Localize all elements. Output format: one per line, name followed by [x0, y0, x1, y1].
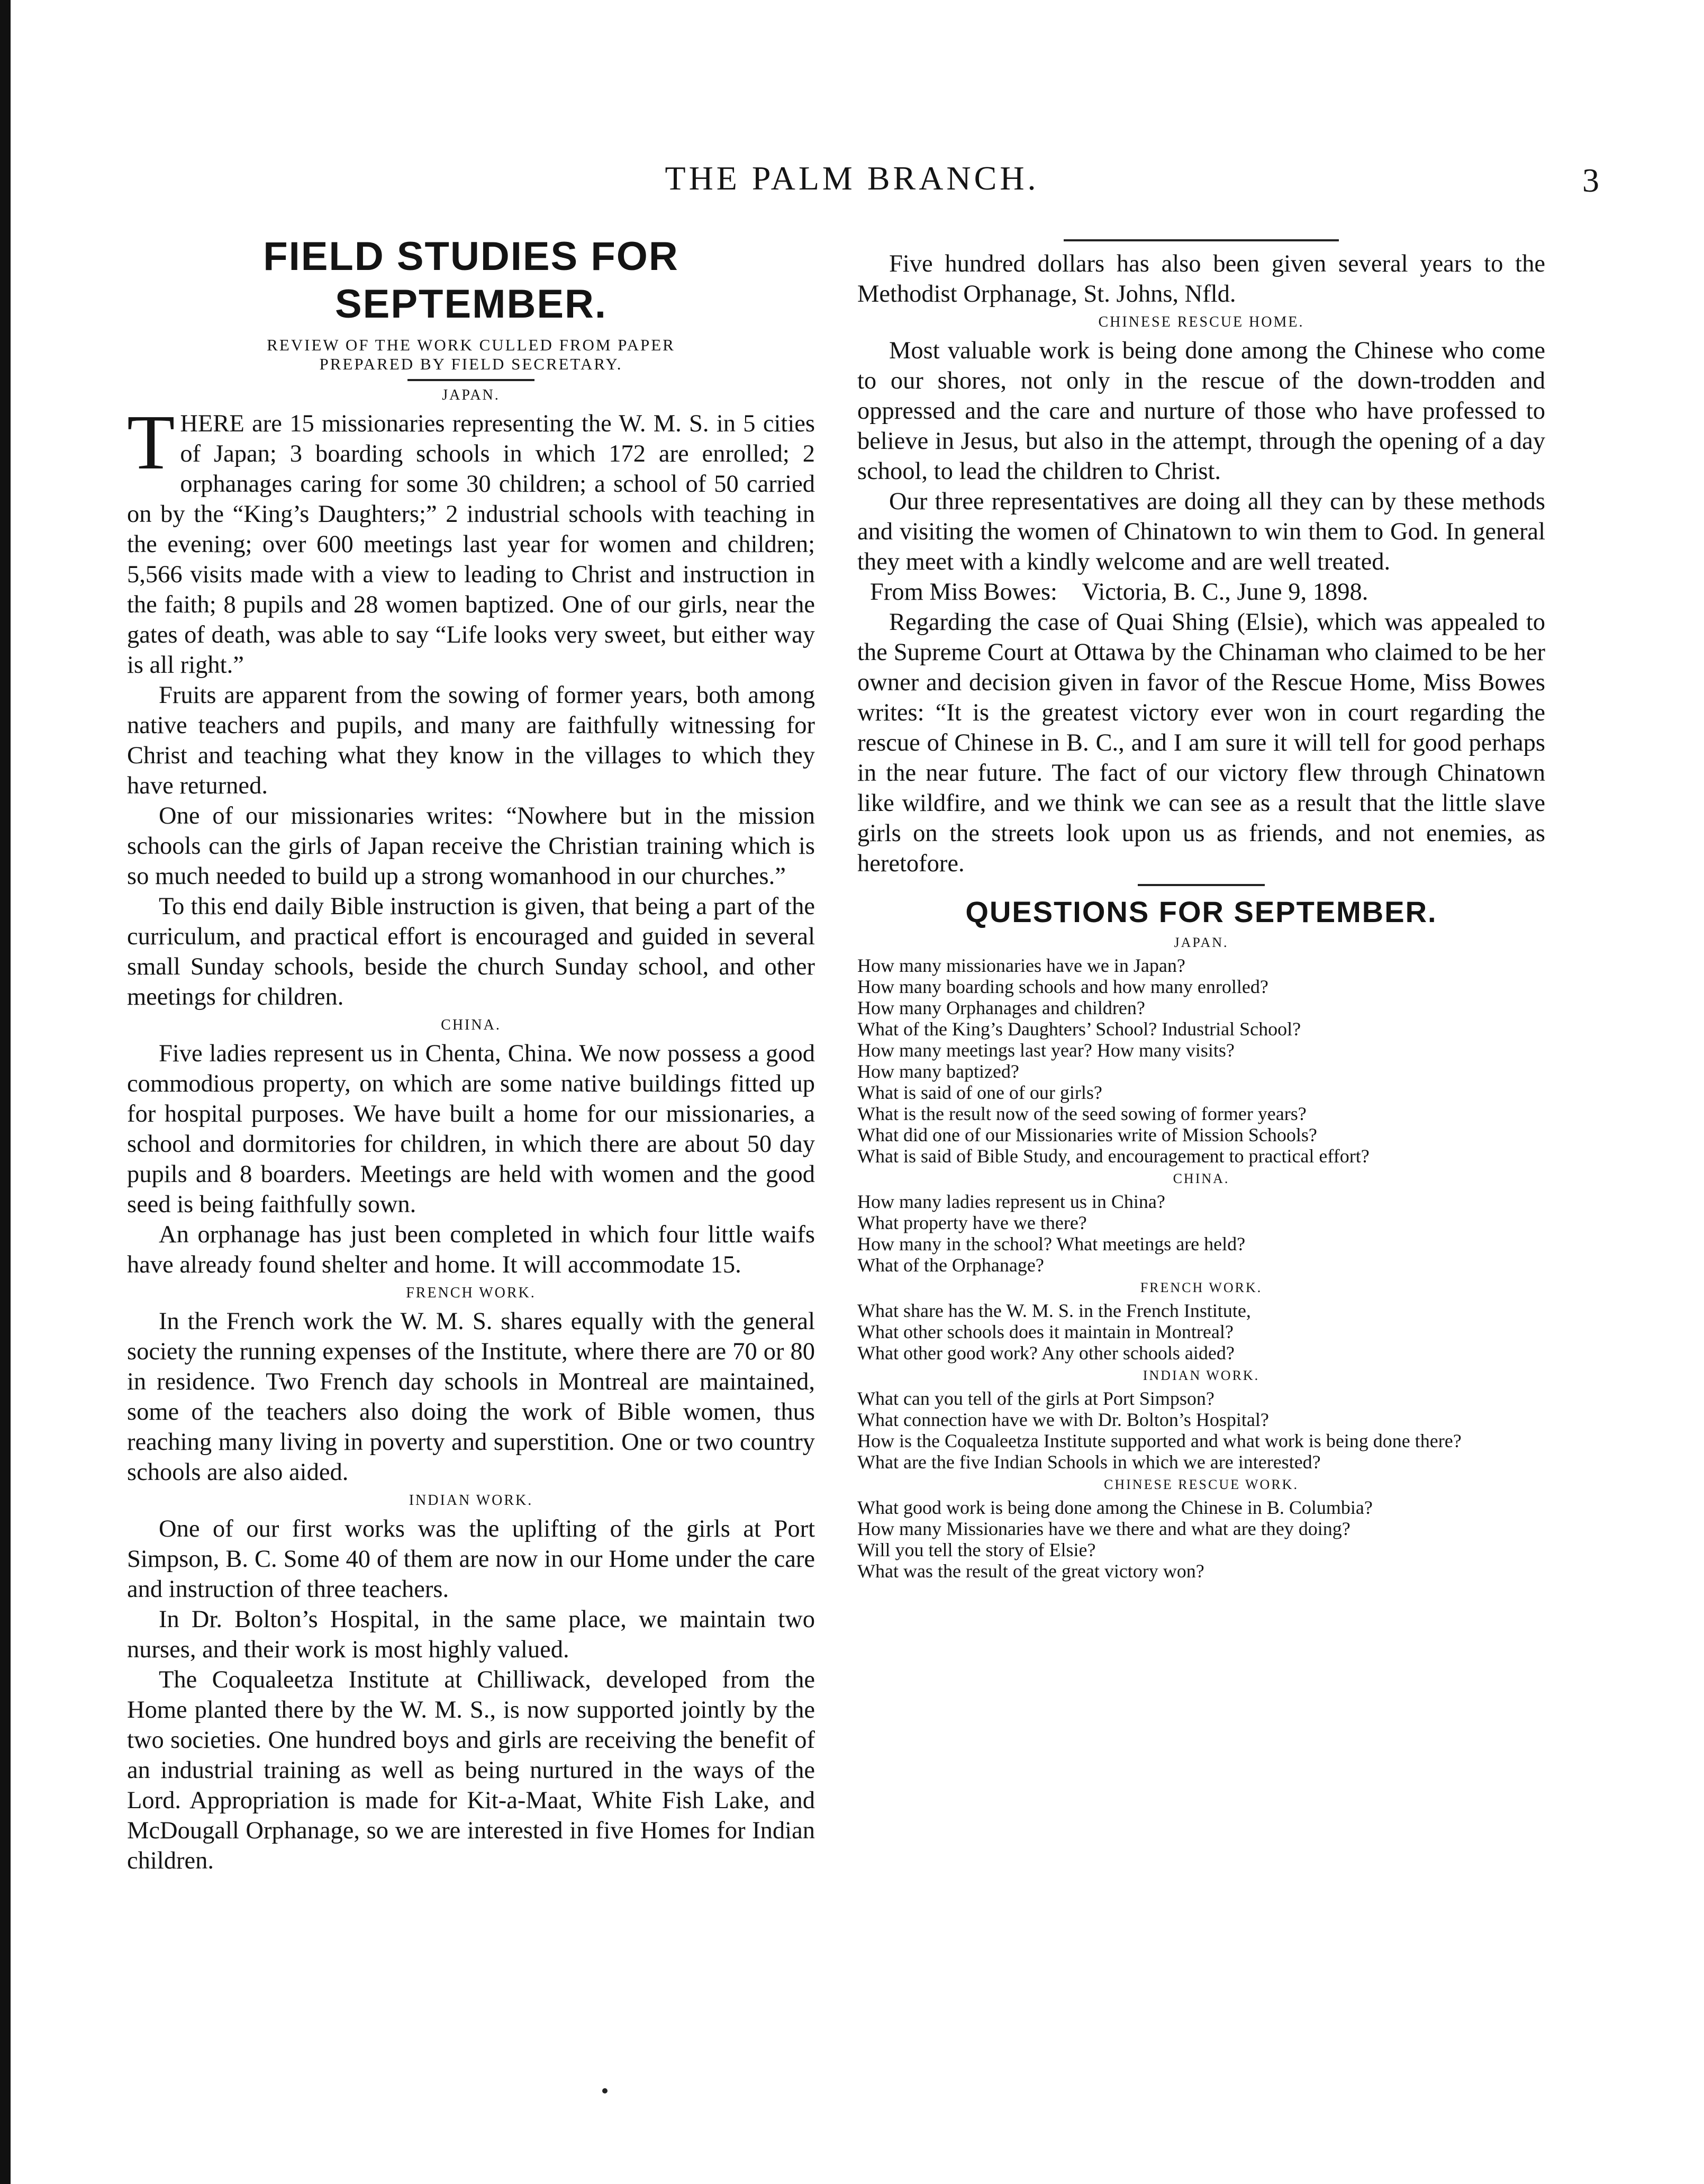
- japan-paragraph-1-text: HERE are 15 missionaries representing the W. M. S. in 5 cities of Japan; 3 boarding schools in which 172 are enrolled; 2 orphanages caring for some 30 children; a school of 50 carried on by the “King’s Daughters;” 2 industrial schools with teaching in the evening; over 600 meetings last year for women and children; 5,566 visits made with a view to leading to Christ and instruction in the faith; 8 pupils and 28 women baptized. One of our girls, near the gates of death, was able to say “Life looks very sweet, but either way is all right.”: [127, 410, 815, 679]
- indian-paragraph-1: One of our first works was the uplifting of the girls at Port Simpson, B. C. Some 40 of them are now in our Home under the care and instruction of three teachers.: [127, 1515, 815, 1603]
- left-column: [127, 233, 815, 1876]
- question-item: How is the Coqualeetza Institute supported and what work is being done there?: [857, 1430, 1462, 1451]
- article-subtitle-2: PREPARED BY FIELD SECRETARY.: [319, 355, 623, 373]
- section-rule: [407, 379, 534, 381]
- page-number: 3: [1582, 161, 1599, 199]
- question-item: How many meetings last year? How many visits?: [857, 1040, 1235, 1061]
- section-heading-china: CHINA.: [441, 1017, 501, 1033]
- question-item: What is said of Bible Study, and encouragement to practical effort?: [857, 1145, 1370, 1167]
- japan-paragraph-2: Fruits are apparent from the sowing of former years, both among native teachers and pupils, and many are faithfully witnessing for Christ and teaching what they know in the villages to which they have returned.: [127, 682, 815, 799]
- question-item: How many Orphanages and children?: [857, 997, 1145, 1018]
- question-item: What is said of one of our girls?: [857, 1082, 1102, 1103]
- binding-edge: [0, 0, 11, 2184]
- question-item: What can you tell of the girls at Port Simpson?: [857, 1388, 1214, 1409]
- japan-paragraph-4: To this end daily Bible instruction is given, that being a part of the curriculum, and practical effort is encouraged and guided in several small Sunday schools, beside the church Sunday school, and other meetings for children.: [127, 893, 815, 1010]
- question-item: What property have we there?: [857, 1212, 1087, 1233]
- chinese-paragraph-1: Most valuable work is being done among the Chinese who come to our shores, not only in the rescue of the down-trodden and oppressed and the care and nurture of those who have professed to believe in Jesus, but also in the attempt, through the opening of a day school, to lead the children to Christ.: [857, 337, 1545, 485]
- print-speck: [602, 2088, 608, 2093]
- section-rule: [1138, 884, 1265, 886]
- question-item: What is the result now of the seed sowing of former years?: [857, 1103, 1307, 1124]
- question-item: How many baptized?: [857, 1061, 1019, 1082]
- question-item: What of the King’s Daughters’ School? Industrial School?: [857, 1018, 1301, 1040]
- indian-paragraph-2: In Dr. Bolton’s Hospital, in the same place, we maintain two nurses, and their work is most highly valued.: [127, 1606, 815, 1663]
- letter-from-label: From Miss Bowes:: [870, 579, 1057, 606]
- question-item: How many in the school? What meetings are held?: [857, 1233, 1246, 1255]
- section-heading-indian: INDIAN WORK.: [409, 1492, 533, 1509]
- section-heading-french: FRENCH WORK.: [406, 1285, 536, 1301]
- section-heading-chinese-rescue: CHINESE RESCUE HOME.: [1098, 314, 1304, 330]
- article-title: FIELD STUDIES FOR SEPTEMBER.: [263, 234, 679, 327]
- japan-paragraph-3: One of our missionaries writes: “Nowhere but in the mission schools can the girls of Japan receive the Christian training which is so much needed to build up a strong womanhood in our churches.”: [127, 802, 815, 890]
- china-paragraph-1: Five ladies represent us in Chenta, China. We now possess a good commodious property, on which are some native buildings fitted up for hospital purposes. We have built a home for our missionaries, a school and dormitories for children, in which there are about 50 day pupils and 8 boarders. Meetings are held with women and the good seed is being faithfully sown.: [127, 1040, 815, 1218]
- question-item: What share has the W. M. S. in the French Institute,: [857, 1300, 1251, 1321]
- question-item: What other good work? Any other schools aided?: [857, 1342, 1235, 1364]
- questions-heading-indian: INDIAN WORK.: [1143, 1368, 1260, 1383]
- chinese-paragraph-2: Our three representatives are doing all they can by these methods and visiting the women of Chinatown to win them to God. In general they meet with a kindly welcome and are well treated.: [857, 488, 1545, 575]
- french-paragraph-1: In the French work the W. M. S. shares equally with the general society the running expenses of the Institute, where there are 70 or 80 in residence. Two French day schools in Montreal are maintained, some of the teachers also doing the work of Bible women, thus reaching many living in poverty and superstition. One or two country schools are also aided.: [127, 1308, 815, 1486]
- questions-heading-china: CHINA.: [1173, 1171, 1230, 1186]
- question-item: How many boarding schools and how many enrolled?: [857, 976, 1268, 997]
- section-rule: [1064, 239, 1339, 241]
- question-item: Will you tell the story of Elsie?: [857, 1539, 1096, 1560]
- question-item: What was the result of the great victory won?: [857, 1560, 1204, 1582]
- question-item: How many Missionaries have we there and what are they doing?: [857, 1518, 1350, 1539]
- question-item: How many ladies represent us in China?: [857, 1191, 1165, 1212]
- questions-heading-french: FRENCH WORK.: [1140, 1280, 1263, 1295]
- question-item: What other schools does it maintain in Montreal?: [857, 1321, 1234, 1342]
- question-item: What of the Orphanage?: [857, 1255, 1044, 1276]
- question-item: What connection have we with Dr. Bolton’s Hospital?: [857, 1409, 1269, 1430]
- china-paragraph-2: An orphanage has just been completed in which four little waifs have already found shelter and home. It will accommodate 15.: [127, 1221, 815, 1278]
- questions-heading-chinese-rescue: CHINESE RESCUE WORK.: [1104, 1477, 1299, 1492]
- question-item: What did one of our Missionaries write of Mission Schools?: [857, 1124, 1317, 1145]
- section-heading-japan: JAPAN.: [442, 387, 500, 403]
- chinese-paragraph-3: Regarding the case of Quai Shing (Elsie), which was appealed to the Supreme Court at Ottawa by the Chinaman who claimed to be her owner and decision given in favor of the Rescue Home, Miss Bowes writes: “It is the greatest victory ever won in court regarding the rescue of Chinese in B. C., and I am sure it will tell for good perhaps in the near future. The fact of our victory flew through Chinatown like wildfire, and we think we can see as a result that the little slave girls on the streets look upon us as friends, and not enemies, as heretofore.: [857, 609, 1545, 877]
- questions-title: QUESTIONS FOR SEPTEMBER.: [965, 895, 1437, 928]
- drop-cap: T: [127, 399, 175, 486]
- question-item: How many missionaries have we in Japan?: [857, 955, 1185, 976]
- letter-dateline: [857, 577, 1545, 607]
- question-item: What are the five Indian Schools in which we are interested?: [857, 1451, 1321, 1473]
- question-item: What good work is being done among the Chinese in B. Columbia?: [857, 1497, 1373, 1518]
- indian-paragraph-3: The Coqualeetza Institute at Chilliwack, developed from the Home planted there by the W. M. S., is now supported jointly by the two societies. One hundred boys and girls are receiving the benefit of an industrial training as well as being nurtured in the ways of the Lord. Appropriation is made for Kit-a-Maat, White Fish Lake, and McDougall Orphanage, so we are interested in five Homes for Indian children.: [127, 1666, 815, 1874]
- newfoundland-paragraph: Five hundred dollars has also been given several years to the Methodist Orphanage, St. Johns, Nfld.: [857, 250, 1545, 308]
- article-subtitle-1: REVIEW OF THE WORK CULLED FROM PAPER: [267, 336, 675, 354]
- running-title: THE PALM BRANCH.: [665, 159, 1039, 197]
- letter-place-date: Victoria, B. C., June 9, 1898.: [1082, 579, 1368, 606]
- running-head: [0, 159, 1704, 201]
- japan-paragraph-1: [127, 399, 815, 680]
- questions-heading-japan: JAPAN.: [1174, 935, 1229, 950]
- right-column: [857, 233, 1545, 1582]
